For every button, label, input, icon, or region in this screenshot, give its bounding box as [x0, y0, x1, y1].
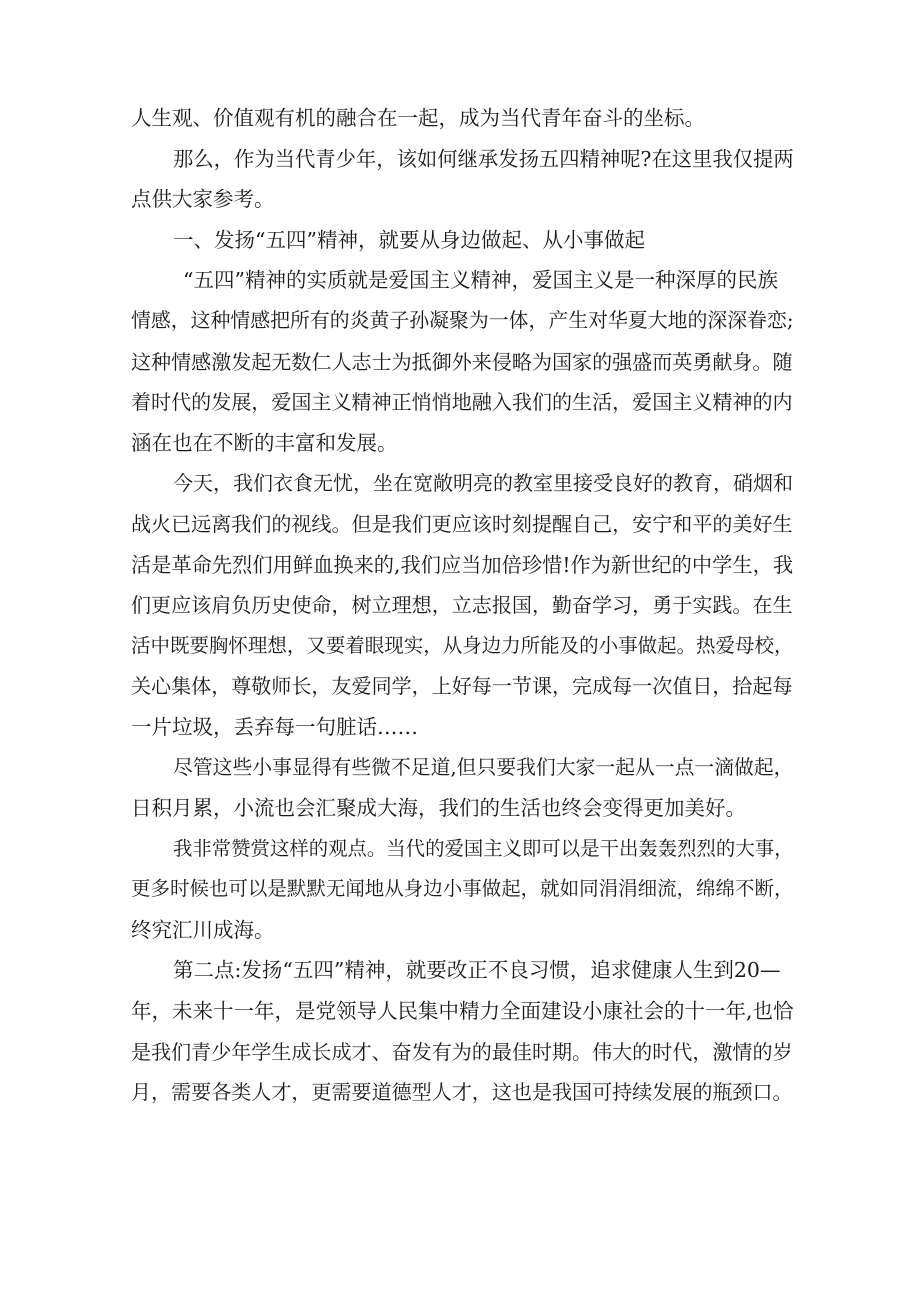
text-line: 战火已远离我们的视线。但是我们更应该时刻提醒自己，安宁和平的美好生 [131, 511, 793, 536]
text-line: 第二点:发扬“五四”精神，就要改正不良习惯，追求健康人生到20— [173, 958, 781, 983]
text-line: 着时代的发展，爱国主义精神正悄悄地融入我们的生活，爱国主义精神的内 [131, 390, 793, 415]
text-line: 一、发扬“五四”精神，就要从身边做起、从小事做起 [173, 227, 645, 252]
text-line: 一片垃圾，丢弃每一句脏话…… [131, 714, 418, 739]
text-line: 今天，我们衣食无忧，坐在宽敞明亮的教室里接受良好的教育，硝烟和 [173, 471, 793, 496]
paragraph-6 [131, 829, 797, 951]
text-line: 月，需要各类人才，更需要道德型人才，这也是我国可持续发展的瓶颈口。 [131, 1080, 793, 1105]
text-line: 这种情感激发起无数仁人志士为抵御外来侵略为国家的强盛而英勇献身。随 [131, 349, 793, 374]
text-line: 人生观、价值观有机的融合在一起，成为当代青年奋斗的坐标。 [131, 106, 705, 130]
text-line: 终究汇川成海。 [131, 917, 275, 942]
text-line: 涵在也在不断的丰富和发展。 [131, 430, 398, 455]
text-line: “五四”精神的实质就是爱国主义精神，爱国主义是一种深厚的民族 [183, 268, 778, 293]
text-line: 点供大家参考。 [131, 187, 275, 212]
text-line: 更多时候也可以是默默无闻地从身边小事做起，就如同涓涓细流，绵绵不断， [131, 877, 794, 901]
text-line: 那么，作为当代青少年，该如何继承发扬五四精神呢?在这里我仅提两 [173, 146, 794, 171]
paragraph-2 [131, 139, 797, 220]
text-line: 关心集体，尊敬师长，友爱同学，上好每一节课，完成每一次值日，拾起每 [131, 674, 793, 699]
paragraph-3 [131, 260, 797, 463]
text-line: 情感，这种情感把所有的炎黄子孙凝聚为一体，产生对华夏大地的深深眷恋; [131, 308, 794, 332]
text-line: 们更应该肩负历史使命，树立理想，立志报国，勤奋学习，勇于实践。在生 [131, 593, 793, 618]
paragraph-1 [131, 98, 797, 139]
text-line: 尽管这些小事显得有些微不足道,但只要我们大家一起从一点一滴做起， [173, 755, 794, 779]
text-line: 活是革命先烈们用鲜血换来的,我们应当加倍珍惜!作为新世纪的中学生，我 [131, 552, 794, 577]
paragraph-4 [131, 463, 797, 747]
text-line: 是我们青少年学生成长成才、奋发有为的最佳时期。伟大的时代，激情的岁 [131, 1039, 793, 1064]
document-body [131, 98, 797, 1113]
paragraph-7 [131, 950, 797, 1112]
text-line: 我非常赞赏这样的观点。当代的爱国主义即可以是干出轰轰烈烈的大事， [173, 836, 794, 860]
section-heading-1 [131, 220, 797, 261]
text-line: 年，未来十一年，是党领导人民集中精力全面建设小康社会的十一年,也恰 [131, 999, 794, 1024]
text-line: 活中既要胸怀理想，又要着眼现实，从身边力所能及的小事做起。热爱母校， [131, 633, 794, 657]
text-line: 日积月累，小流也会汇聚成大海，我们的生活也终会变得更加美好。 [131, 796, 746, 821]
paragraph-5 [131, 748, 797, 829]
